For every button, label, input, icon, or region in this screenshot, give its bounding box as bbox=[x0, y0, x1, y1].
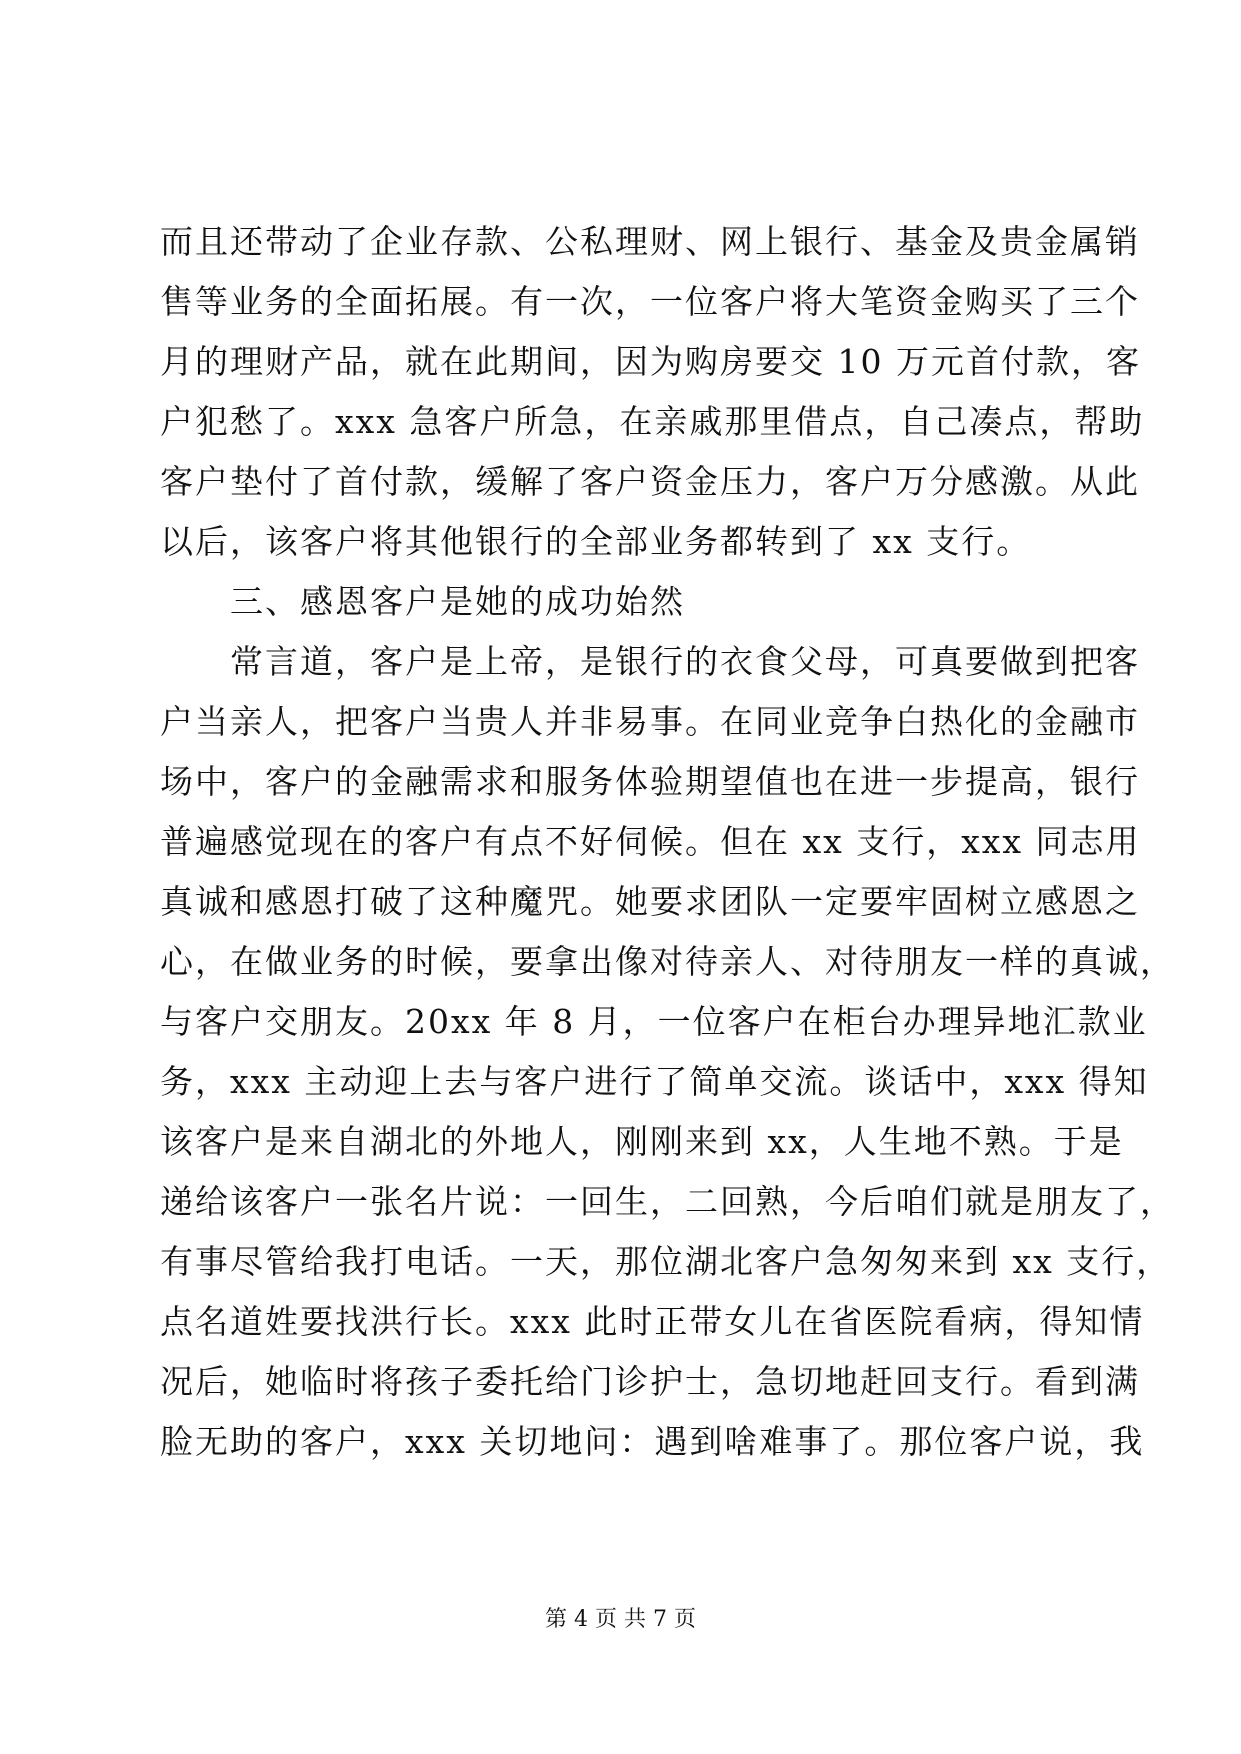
text-line: 况后，她临时将孩子委托给门诊护士，急切地赶回支行。看到满 bbox=[160, 1362, 1140, 1401]
text-line: 递给该客户一张名片说：一回生，二回熟，今后咱们就是朋友了， bbox=[160, 1182, 1175, 1221]
text-line: 场中，客户的金融需求和服务体验期望值也在进一步提高，银行 bbox=[160, 762, 1140, 801]
text-line: 该客户是来自湖北的外地人，刚刚来到 xx，人生地不熟。于是 bbox=[160, 1122, 1124, 1161]
text-line: 客户垫付了首付款，缓解了客户资金压力，客户万分感激。从此 bbox=[160, 462, 1140, 501]
text-line: 点名道姓要找洪行长。xxx 此时正带女儿在省医院看病，得知情 bbox=[160, 1302, 1145, 1341]
text-line: 脸无助的客户，xxx 关切地问：遇到啥难事了。那位客户说，我 bbox=[160, 1422, 1145, 1461]
text-line: 售等业务的全面拓展。有一次，一位客户将大笔资金购买了三个 bbox=[160, 282, 1140, 321]
text-line: 户犯愁了。xxx 急客户所急，在亲戚那里借点，自己凑点，帮助 bbox=[160, 402, 1145, 441]
text-line: 户当亲人，把客户当贵人并非易事。在同业竞争白热化的金融市 bbox=[160, 702, 1140, 741]
section-heading: 三、感恩客户是她的成功始然 bbox=[230, 582, 685, 621]
text-line: 真诚和感恩打破了这种魔咒。她要求团队一定要牢固树立感恩之 bbox=[160, 882, 1140, 921]
paragraph-first-line: 常言道，客户是上帝，是银行的衣食父母，可真要做到把客 bbox=[230, 642, 1140, 681]
text-line: 务，xxx 主动迎上去与客户进行了简单交流。谈话中，xxx 得知 bbox=[160, 1062, 1149, 1101]
text-line: 普遍感觉现在的客户有点不好伺候。但在 xx 支行，xxx 同志用 bbox=[160, 822, 1141, 861]
page-number-footer: 第 4 页 共 7 页 bbox=[545, 1607, 696, 1632]
text-line: 以后，该客户将其他银行的全部业务都转到了 xx 支行。 bbox=[160, 522, 1032, 561]
text-line: 月的理财产品，就在此期间，因为购房要交 10 万元首付款，客 bbox=[160, 342, 1141, 381]
text-line: 与客户交朋友。20xx 年 8 月，一位客户在柜台办理异地汇款业 bbox=[160, 1002, 1148, 1041]
text-line: 有事尽管给我打电话。一天，那位湖北客户急匆匆来到 xx 支行， bbox=[160, 1242, 1172, 1281]
text-line: 而且还带动了企业存款、公私理财、网上银行、基金及贵金属销 bbox=[160, 222, 1140, 261]
text-line: 心，在做业务的时候，要拿出像对待亲人、对待朋友一样的真诚， bbox=[160, 942, 1175, 981]
